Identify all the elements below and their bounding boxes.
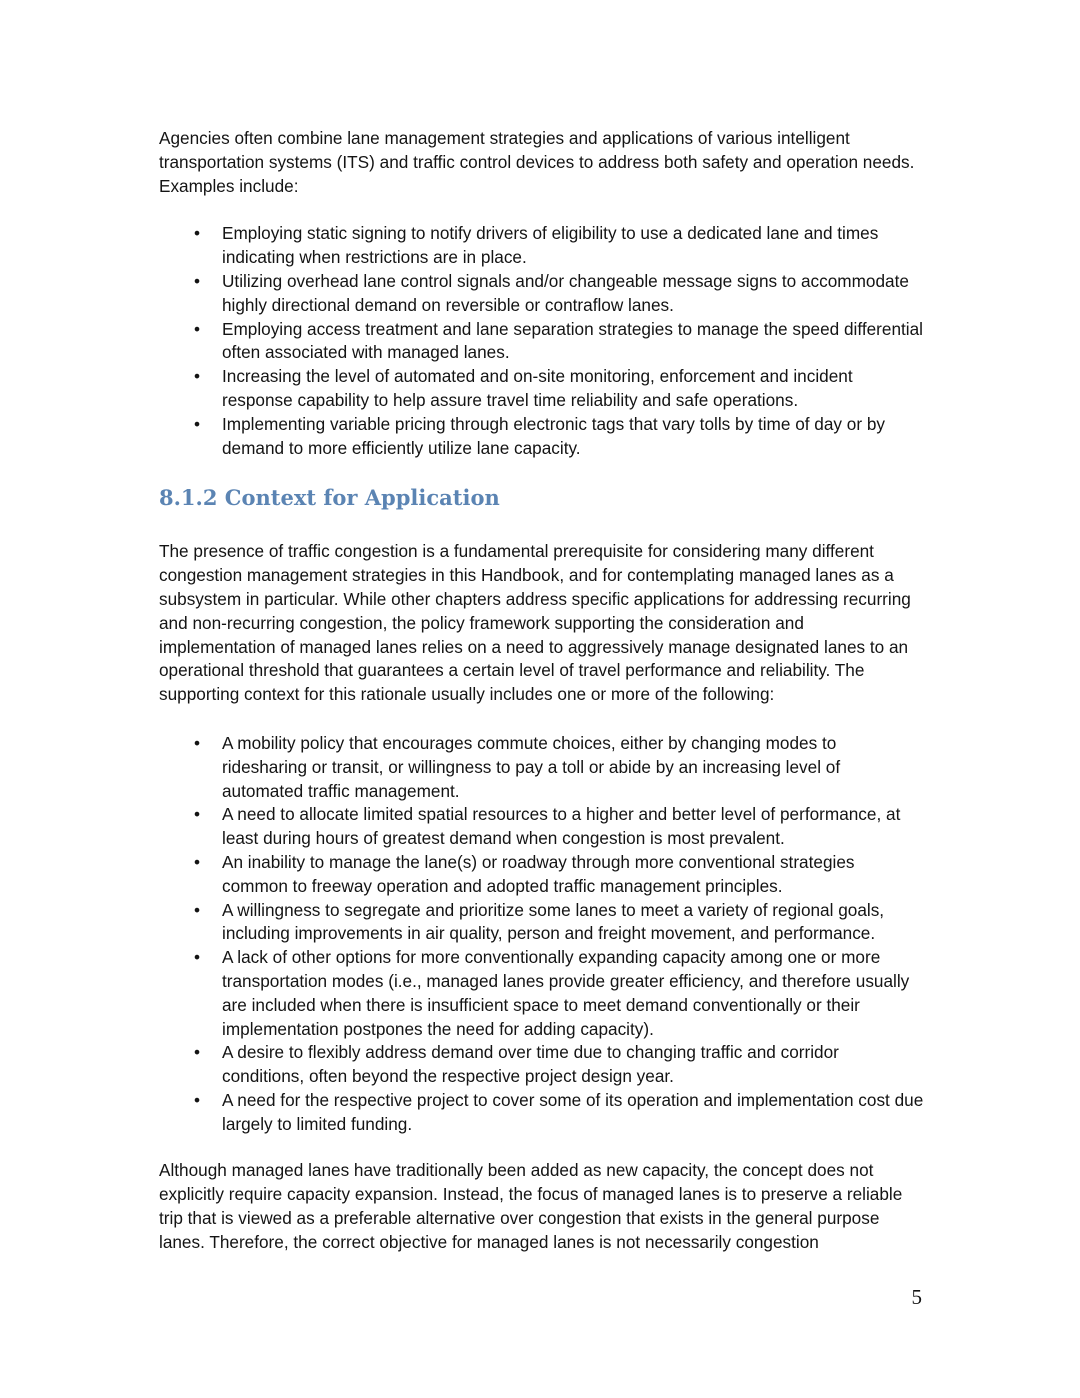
bullet-icon: • <box>193 1089 201 1110</box>
list-item <box>159 899 925 947</box>
list-item-text: Utilizing overhead lane control signals and/or changeable message signs to accommodate highly directional demand on reversible or contraflow lanes. <box>222 270 909 315</box>
bullet-icon: • <box>193 318 201 339</box>
bullet-icon: • <box>193 366 201 387</box>
bullet-icon: • <box>193 413 201 434</box>
list-item <box>159 365 925 413</box>
list-item-text: A lack of other options for more conventionally expanding capacity among one or more transportation modes (i.e., managed lanes provide greater efficiency, and therefore usually are included when there is insufficient space to meet demand conventionally or their implementation postpones the need for adding capacity). <box>222 947 910 1039</box>
list-item <box>159 318 925 366</box>
list-item-text: A need for the respective project to cover some of its operation and implementation cost due largely to limited funding. <box>222 1089 924 1134</box>
bullet-icon: • <box>193 947 201 968</box>
list-item <box>159 413 925 461</box>
bullet-icon: • <box>193 270 201 291</box>
list-item <box>159 1089 925 1137</box>
list-item-text: A need to allocate limited spatial resources to a higher and better level of performance, at least during hours of greatest demand when congestion is most prevalent. <box>222 804 901 849</box>
list-item-text: Increasing the level of automated and on-site monitoring, enforcement and incident response capability to help assure travel time reliability and safe operations. <box>222 366 853 410</box>
list-item-text: An inability to manage the lane(s) or roadway through more conventional strategies common to freeway operation and adopted traffic management principles. <box>222 851 855 896</box>
bullet-icon: • <box>193 732 201 753</box>
document-body <box>159 127 925 1255</box>
list-item-text: A willingness to segregate and prioritize some lanes to meet a variety of regional goals, including improvements in air quality, person and freight movement, and performance. <box>222 899 885 944</box>
section-heading: 8.1.2 Context for Application <box>159 485 500 511</box>
bullet-icon: • <box>193 851 201 872</box>
list-item <box>159 732 925 803</box>
list-item <box>159 851 925 899</box>
context-list <box>159 732 925 1137</box>
list-item-text: Employing access treatment and lane separation strategies to manage the speed differential often associated with managed lanes. <box>222 318 923 363</box>
context-paragraph: The presence of traffic congestion is a fundamental prerequisite for considering many different congestion management strategies in this Handbook, and for contemplating managed lanes as a subsystem in particular. While other chapters address specific applications for addressing recurring and non-recurring congestion, the policy framework supporting the consideration and implementation of managed lanes relies on a need to aggressively manage designated lanes to an operational threshold that guarantees a certain level of travel performance and reliability. The supporting context for this rationale usually includes one or more of the following: <box>159 541 911 705</box>
list-item-text: A desire to flexibly address demand over time due to changing traffic and corridor conditions, often beyond the respective project design year. <box>222 1042 839 1087</box>
bullet-icon: • <box>193 1042 201 1063</box>
list-item <box>159 946 925 1041</box>
bullet-icon: • <box>193 223 201 244</box>
examples-list <box>159 222 925 460</box>
list-item <box>159 270 925 318</box>
page-number: 5 <box>911 1285 922 1309</box>
intro-paragraph: Agencies often combine lane management strategies and applications of various intelligent transportation systems (ITS) and traffic control devices to address both safety and operation needs. Examples include: <box>159 128 915 196</box>
list-item-text: Employing static signing to notify drivers of eligibility to use a dedicated lane and times indicating when restrictions are in place. <box>222 223 879 268</box>
list-item <box>159 222 925 270</box>
list-item <box>159 803 925 851</box>
list-item-text: A mobility policy that encourages commute choices, either by changing modes to ridesharing or transit, or willingness to pay a toll or abide by an increasing level of automated traffic management. <box>222 732 841 801</box>
bullet-icon: • <box>193 899 201 920</box>
closing-paragraph: Although managed lanes have traditionally been added as new capacity, the concept does not explicitly require capacity expansion. Instead, the focus of managed lanes is to preserve a reliable trip that is viewed as a preferable alternative over congestion that exists in the general purpose lanes. Therefore, the correct objective for managed lanes is not necessarily congestion <box>159 1160 903 1252</box>
list-item <box>159 1041 925 1089</box>
list-item-text: Implementing variable pricing through electronic tags that vary tolls by time of day or by demand to more efficiently utilize lane capacity. <box>222 413 885 458</box>
bullet-icon: • <box>193 804 201 825</box>
